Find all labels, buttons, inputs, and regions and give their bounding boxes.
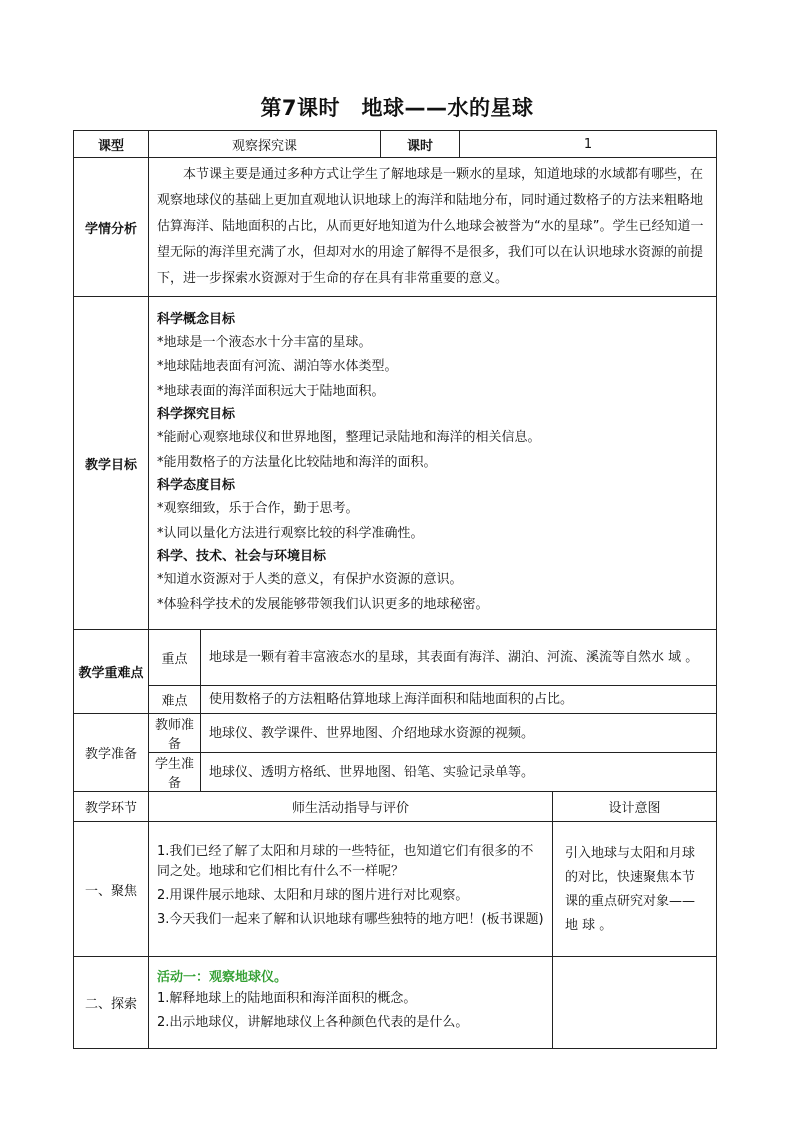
goal-heading: 科学态度目标 xyxy=(157,478,236,494)
page-title: 第7课时 地球——水的星球 xyxy=(260,96,534,120)
goal-heading: 科学探究目标 xyxy=(157,407,236,423)
label-class-period: 课时 xyxy=(381,131,460,158)
row-analysis xyxy=(74,158,717,297)
lesson-plan-table xyxy=(73,130,717,1049)
difficulty-cell xyxy=(201,686,717,714)
row-stage-explore xyxy=(74,957,717,1049)
label-goals: 教学目标 xyxy=(74,297,149,630)
row-lesson-type xyxy=(74,131,717,158)
header-intent: 设计意图 xyxy=(553,792,717,822)
list-item: 2.出示地球仪，讲解地球仪上各种颜色代表的是什么。 xyxy=(157,1014,469,1030)
focus-cell xyxy=(201,630,717,686)
list-item: 2.用课件展示地球、太阳和月球的图片进行对比观察。 xyxy=(157,888,469,903)
label-focus: 重点 xyxy=(149,630,201,686)
difficulty-text: 使用数格子的方法粗略估算地球上海洋面积和陆地面积的占比。 xyxy=(209,692,574,707)
student-prep-cell xyxy=(201,753,717,792)
stage-activity-cell xyxy=(149,822,553,957)
row-goals xyxy=(74,297,717,630)
goal-item: *能耐心观察地球仪和世界地图，整理记录陆地和海洋的相关信息。 xyxy=(157,430,541,446)
list-item: 3.今天我们一起来了解和认识地球有哪些独特的地方吧！(板书课题) xyxy=(157,912,544,927)
list-item: 1.解释地球上的陆地面积和海洋面积的概念。 xyxy=(157,990,417,1006)
row-stage-focus xyxy=(74,822,717,957)
focus-text: 地球是一颗有着丰富液态水的星球，其表面有海洋、湖泊、河流、溪流等自然水 域 。 xyxy=(209,650,699,665)
stage-name: 一、聚焦 xyxy=(74,822,149,957)
goal-heading: 科学概念目标 xyxy=(157,311,236,327)
label-difficulty: 难点 xyxy=(149,686,201,714)
goal-item: *地球是一个液态水十分丰富的星球。 xyxy=(157,334,372,350)
stage-intent-cell xyxy=(553,822,717,957)
goal-item: *观察细致，乐于合作，勤于思考。 xyxy=(157,501,359,517)
analysis-text: 本节课主要是通过多种方式让学生了解地球是一颗水的星球，知道地球的水域都有哪些，在观察地球仪的基础上更加直观地认识地球上的海洋和陆地分布，同时通过数格子的方法来粗略地估算海洋、陆地面积的占比，从而更好地知道为什么地球会被誉为“水的星球”。学生已经知道一望无际的海洋里充满了水，但却对水的用途了解得不是很多，我们可以在认识地球水资源的前提下，进一步探索水资源对于生命的存在具有非常重要的意义。 xyxy=(157,167,704,286)
row-prep-student xyxy=(74,753,717,792)
stage-intent-text xyxy=(553,994,716,1012)
row-key-focus xyxy=(74,630,717,686)
header-stage: 教学环节 xyxy=(74,792,149,822)
label-teacher-prep: 教师准备 xyxy=(149,714,201,753)
label-analysis: 学情分析 xyxy=(74,158,149,297)
goal-item: *体验科学技术的发展能够带领我们认识更多的地球秘密。 xyxy=(157,596,489,612)
label-prep: 教学准备 xyxy=(74,714,149,792)
label-lesson-type: 课型 xyxy=(74,131,149,158)
stage-activity-cell xyxy=(149,957,553,1049)
value-class-period: 1 xyxy=(460,131,717,158)
stage-intent-text: 引入地球与太阳和月球的对比，快速聚焦本节课的重点研究对象——地 球 。 xyxy=(565,846,696,933)
goal-heading: 科学、技术、社会与环境目标 xyxy=(157,549,327,565)
list-item: 1.我们已经了解了太阳和月球的一些特征，也知道它们有很多的不同之处。地球和它们相比有什么不一样呢？ xyxy=(157,844,534,879)
goal-item: *地球陆地表面有河流、湖泊等水体类型。 xyxy=(157,359,398,375)
stage-name: 二、探索 xyxy=(74,957,149,1049)
stage-intent-cell xyxy=(553,957,717,1049)
header-activity: 师生活动指导与评价 xyxy=(149,792,553,822)
goal-item: *地球表面的海洋面积远大于陆地面积。 xyxy=(157,383,385,399)
goal-item: *知道水资源对于人类的意义，有保护水资源的意识。 xyxy=(157,572,463,588)
goals-cell xyxy=(149,297,717,630)
row-prep-teacher xyxy=(74,714,717,753)
row-process-header xyxy=(74,792,717,822)
goal-item: *能用数格子的方法量化比较陆地和海洋的面积。 xyxy=(157,454,437,470)
analysis-cell xyxy=(149,158,717,297)
value-lesson-type: 观察探究课 xyxy=(149,131,381,158)
activity-title: 活动一：观察地球仪。 xyxy=(157,969,288,985)
teacher-prep-text: 地球仪、教学课件、世界地图、介绍地球水资源的视频。 xyxy=(209,725,535,741)
goal-item: *认同以量化方法进行观察比较的科学准确性。 xyxy=(157,525,424,541)
teacher-prep-cell xyxy=(201,714,717,753)
row-key-difficulty xyxy=(74,686,717,714)
label-key-points: 教学重难点 xyxy=(74,630,149,714)
label-student-prep: 学生准备 xyxy=(149,753,201,792)
student-prep-text: 地球仪、透明方格纸、世界地图、铅笔、实验记录单等。 xyxy=(209,764,535,780)
